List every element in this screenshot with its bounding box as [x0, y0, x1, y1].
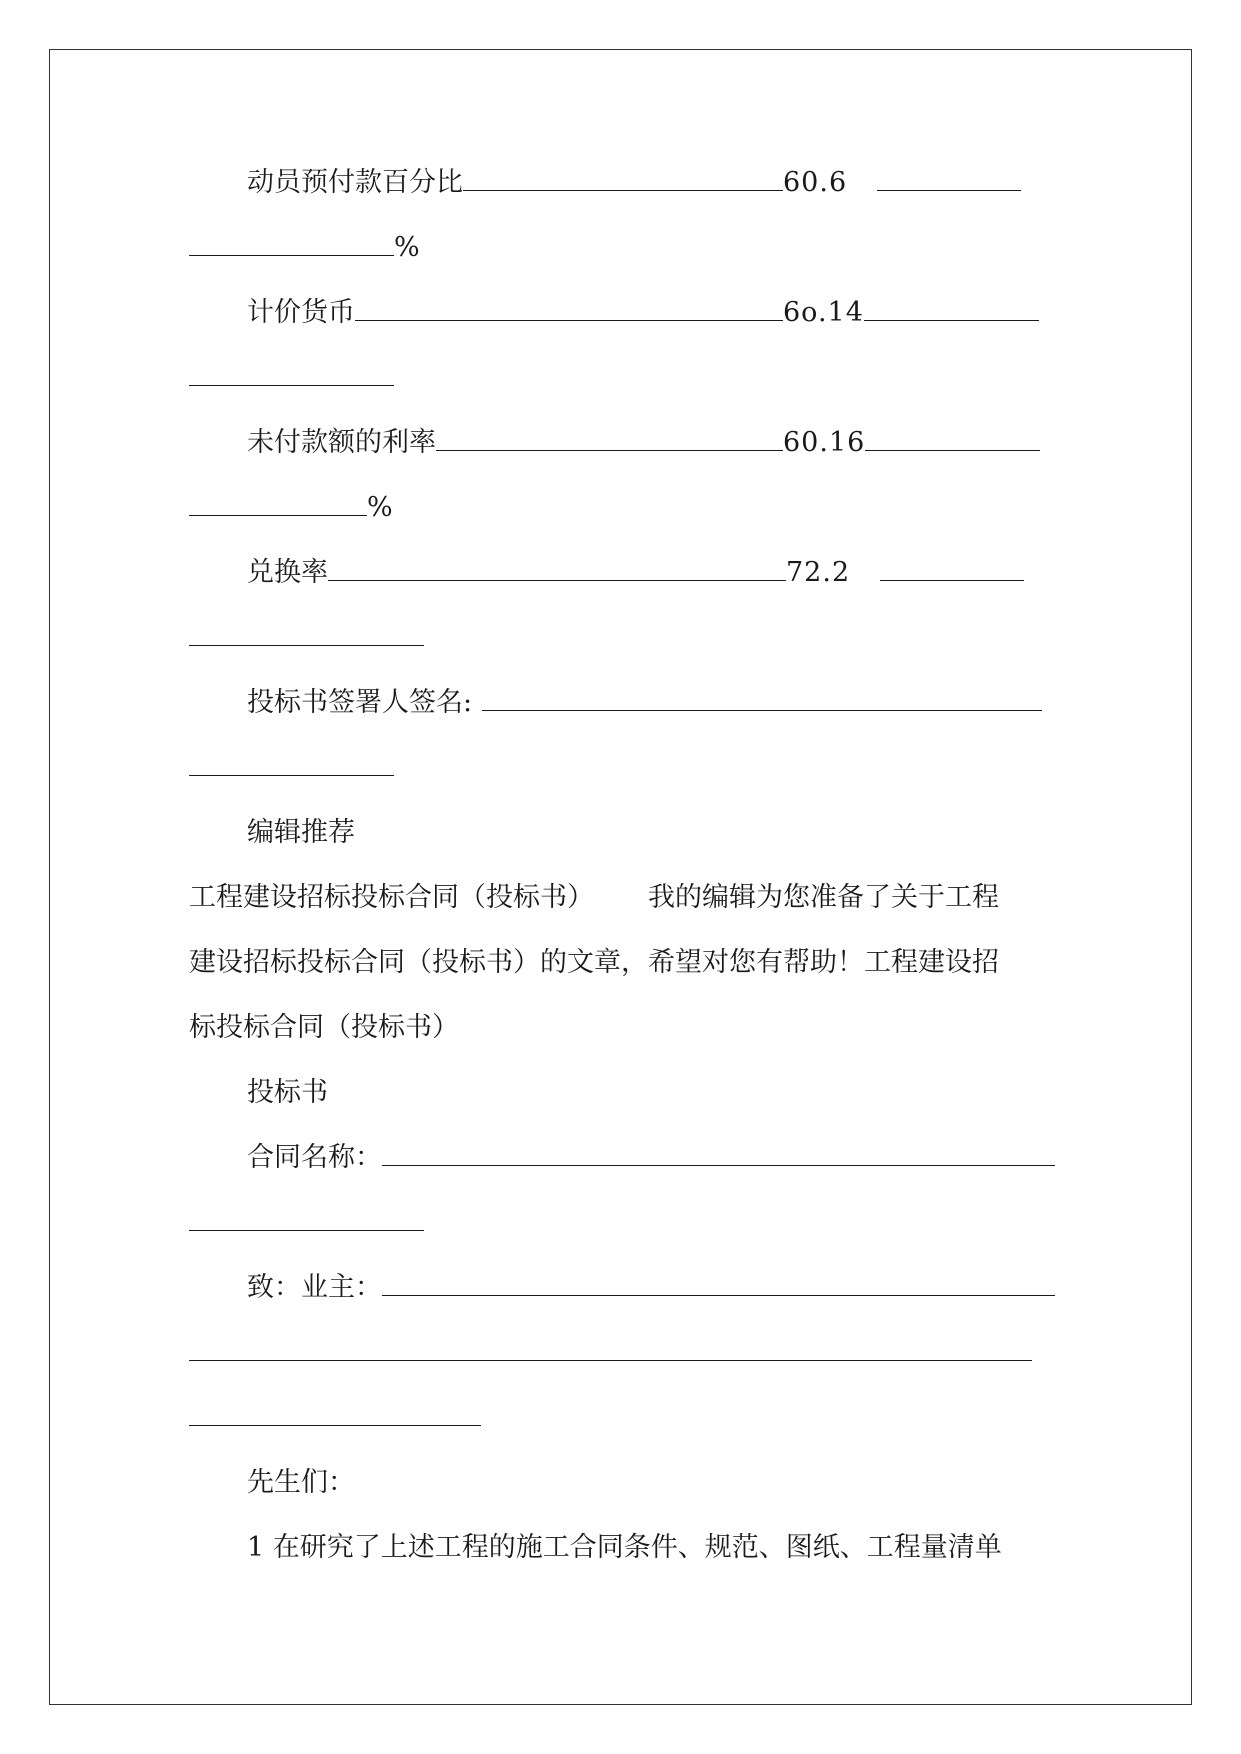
form-row-owner-cont-1: [189, 1335, 1032, 1371]
field-label: 未付款额的利率: [247, 427, 436, 458]
field-label: 计价货币: [247, 297, 355, 328]
clause-number: 60.6: [783, 167, 848, 198]
field-label: 兑换率: [247, 557, 328, 588]
intro-line-3: 标投标合同（投标书）: [189, 1012, 459, 1043]
salutation: 先生们：: [247, 1467, 355, 1498]
form-row-signatory: [247, 685, 1042, 721]
blank-line[interactable]: [189, 1403, 481, 1426]
blank-line[interactable]: [189, 363, 394, 386]
blank-line[interactable]: [189, 493, 367, 516]
blank-line[interactable]: [189, 753, 394, 776]
clause-1-text: 1 在研究了上述工程的施工合同条件、规范、图纸、工程量清单: [247, 1532, 1002, 1563]
blank-line[interactable]: [189, 233, 394, 256]
blank-line[interactable]: [189, 1208, 424, 1231]
form-row-signatory-cont: [189, 750, 394, 786]
form-row-owner-cont-2: [189, 1400, 481, 1436]
form-row-contract-name: [247, 1140, 1055, 1176]
percent-unit: %: [367, 492, 393, 523]
blank-line[interactable]: [328, 558, 786, 581]
field-label: 动员预付款百分比: [247, 167, 463, 198]
intro-text: 我的编辑为您准备了关于工程: [648, 882, 999, 913]
percent-unit: %: [394, 232, 420, 263]
blank-line[interactable]: [355, 298, 783, 321]
form-row-currency-cont: [189, 360, 394, 396]
blank-line[interactable]: [880, 558, 1024, 581]
form-row-owner: [247, 1270, 1055, 1306]
intro-line-1: [189, 880, 999, 916]
form-row-contract-name-cont: [189, 1205, 424, 1241]
form-row-exchange-rate: [247, 555, 1024, 591]
blank-line[interactable]: [189, 623, 424, 646]
form-row-exchange-rate-cont: [189, 620, 424, 656]
article-title-link[interactable]: 工程建设招标投标合同（投标书）: [189, 882, 594, 913]
intro-line-2: 建设招标投标合同（投标书）的文章，希望对您有帮助！工程建设招: [189, 947, 999, 978]
bid-heading: 投标书: [247, 1077, 328, 1108]
signature-line[interactable]: [482, 688, 1042, 711]
form-row-interest-rate-cont: [189, 490, 393, 526]
field-label: 投标书签署人签名:: [247, 687, 473, 718]
form-row-advance-payment-cont: [189, 230, 420, 266]
form-row-currency: [247, 295, 1039, 331]
blank-line[interactable]: [436, 428, 783, 451]
blank-line[interactable]: [382, 1143, 1055, 1166]
editor-pick-heading: 编辑推荐: [247, 817, 355, 848]
field-label: 合同名称：: [247, 1142, 382, 1173]
blank-line[interactable]: [864, 298, 1039, 321]
blank-line[interactable]: [877, 168, 1021, 191]
blank-line[interactable]: [189, 1338, 1032, 1361]
form-row-interest-rate: [247, 425, 1040, 461]
form-row-advance-payment: [247, 165, 1021, 201]
blank-line[interactable]: [382, 1273, 1055, 1296]
field-label: 致：业主：: [247, 1272, 382, 1303]
blank-line[interactable]: [463, 168, 783, 191]
blank-line[interactable]: [865, 428, 1040, 451]
clause-number: 60.16: [783, 427, 866, 458]
clause-number: 72.2: [786, 557, 851, 588]
clause-number: 6o.14: [783, 297, 864, 328]
